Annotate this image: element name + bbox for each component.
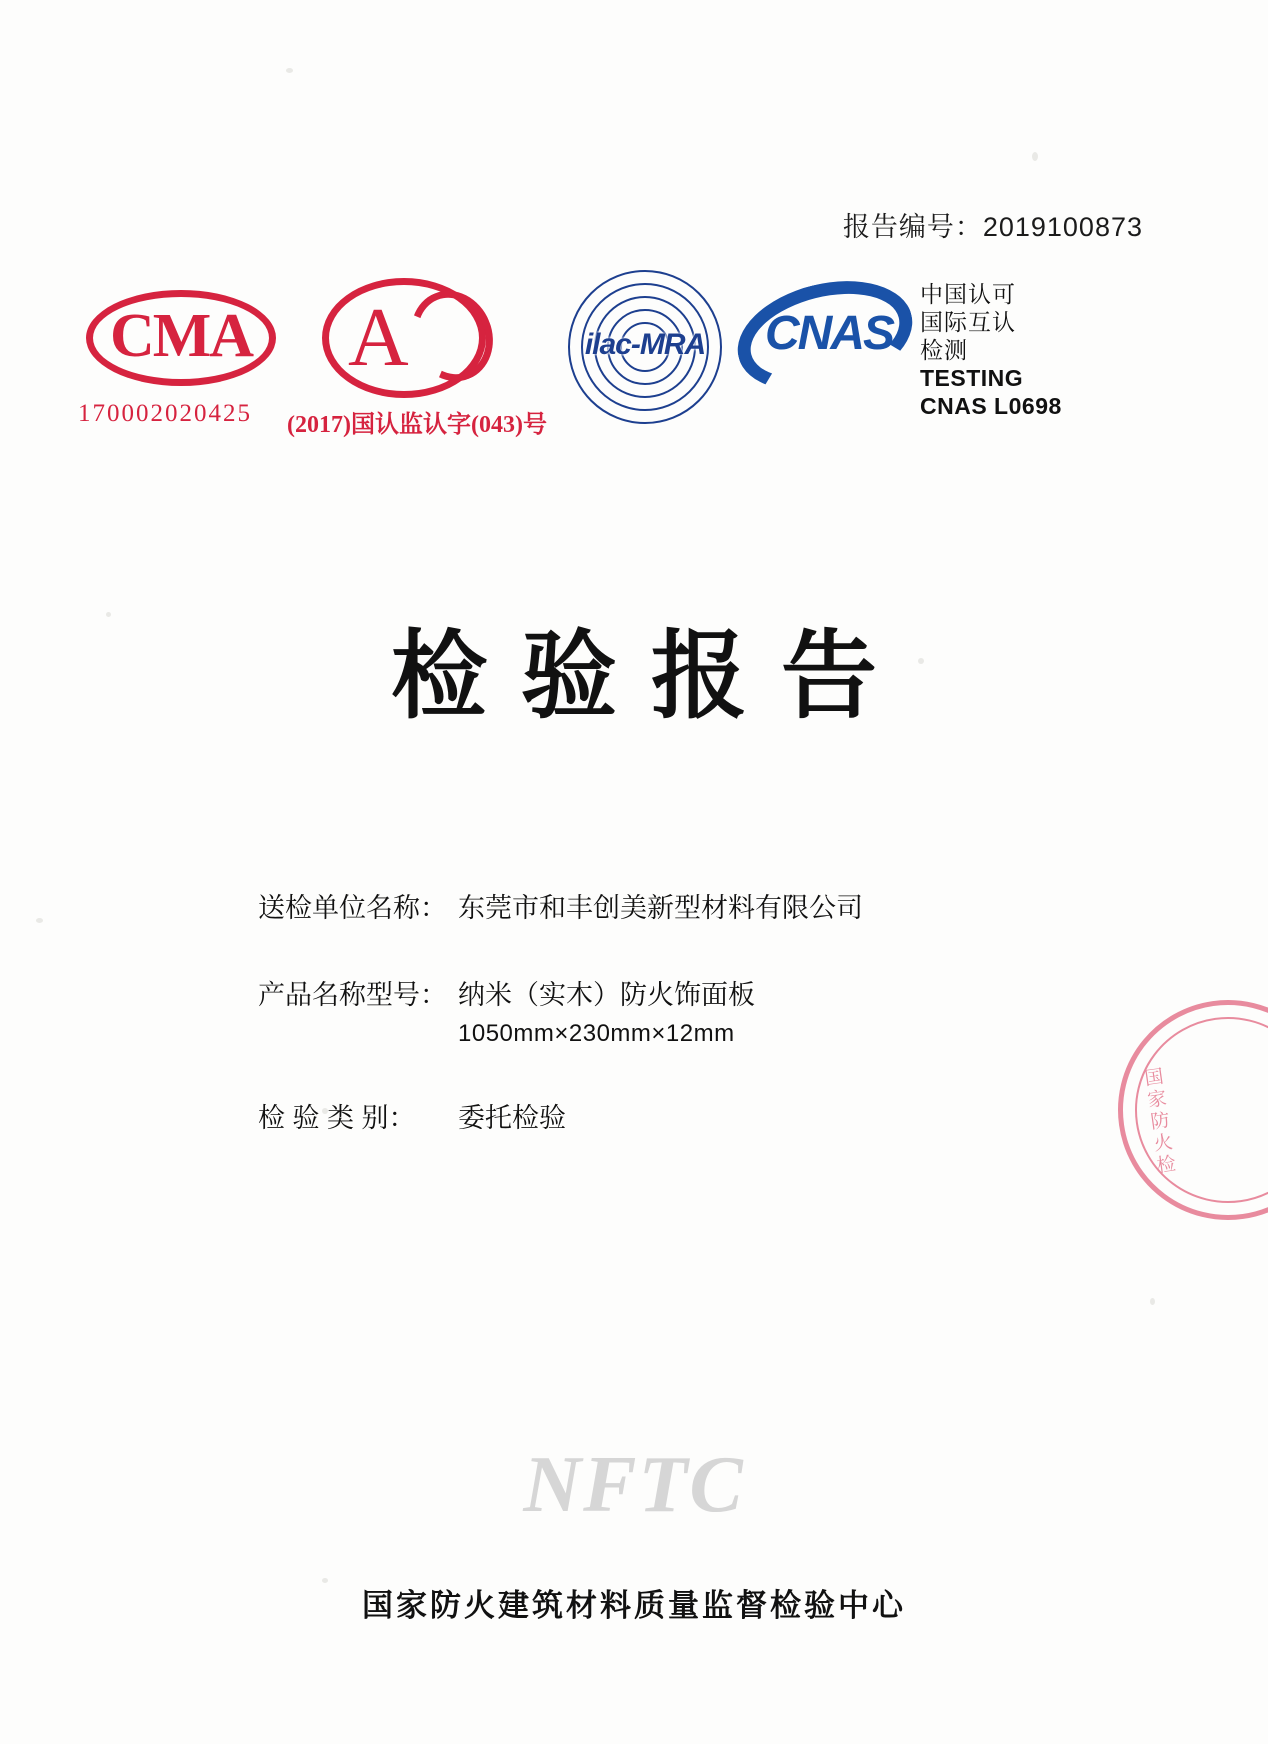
cnas-line-5: CNAS L0698 xyxy=(920,393,1062,420)
cnas-line-3: 检测 xyxy=(920,337,968,364)
field-product-dimensions: 1050mm×230mm×12mm xyxy=(458,1020,735,1047)
report-number-value: 2019100873 xyxy=(982,212,1143,242)
cnas-accreditation-text xyxy=(920,280,1062,420)
paper-speck xyxy=(1032,152,1038,161)
paper-speck xyxy=(36,918,43,923)
cnas-icon xyxy=(736,278,914,398)
field-inspection-type-label: 检 验 类 别： xyxy=(258,1103,416,1133)
cma-mark-text: CMA xyxy=(109,301,253,370)
report-number xyxy=(843,205,1143,244)
cal-letter-a-icon: A xyxy=(348,291,409,384)
cnas-line-2: 国际互认 xyxy=(920,309,1016,336)
ilac-mra-icon xyxy=(560,272,730,422)
field-inspection-type-value xyxy=(458,1096,566,1135)
official-stamp xyxy=(1104,986,1268,1234)
cma-number: 170002020425 xyxy=(78,400,252,427)
field-inspection-type xyxy=(258,1096,1018,1135)
stamp-text: 国家防火检 xyxy=(1140,1065,1177,1178)
cal-number: (2017)国认监认字(043)号 xyxy=(287,412,547,438)
page-title: 检验报告 xyxy=(391,623,911,730)
field-client-name-text: 东莞市和丰创美新型材料有限公司 xyxy=(458,893,863,923)
nftc-watermark: NFTC xyxy=(523,1441,745,1529)
field-product-name-value xyxy=(458,973,755,1048)
field-client-name-value xyxy=(458,886,863,925)
ilac-mra-text: ilac-MRA xyxy=(584,328,706,361)
field-product-name-label: 产品名称型号： xyxy=(258,980,447,1010)
cnas-line-4: TESTING xyxy=(920,365,1024,392)
paper-speck xyxy=(286,68,293,73)
field-client-name-label: 送检单位名称： xyxy=(258,893,447,923)
field-inspection-type-text: 委托检验 xyxy=(458,1103,566,1133)
report-number-label: 报告编号： xyxy=(842,212,983,242)
report-fields xyxy=(258,886,1018,1183)
paper-speck xyxy=(1150,1298,1155,1305)
organization-name: 国家防火建筑材料质量监督检验中心 xyxy=(362,1588,906,1623)
field-client-name xyxy=(258,886,1018,925)
cnas-line-1: 中国认可 xyxy=(920,281,1016,307)
field-product-name-text: 纳米（实木）防火饰面板 xyxy=(458,980,755,1010)
accreditation-marks xyxy=(0,272,1268,452)
cnas-mark-text: CNAS xyxy=(764,307,893,360)
cma-icon xyxy=(86,290,276,386)
cal-icon xyxy=(322,278,486,398)
field-product-name xyxy=(258,973,1018,1048)
